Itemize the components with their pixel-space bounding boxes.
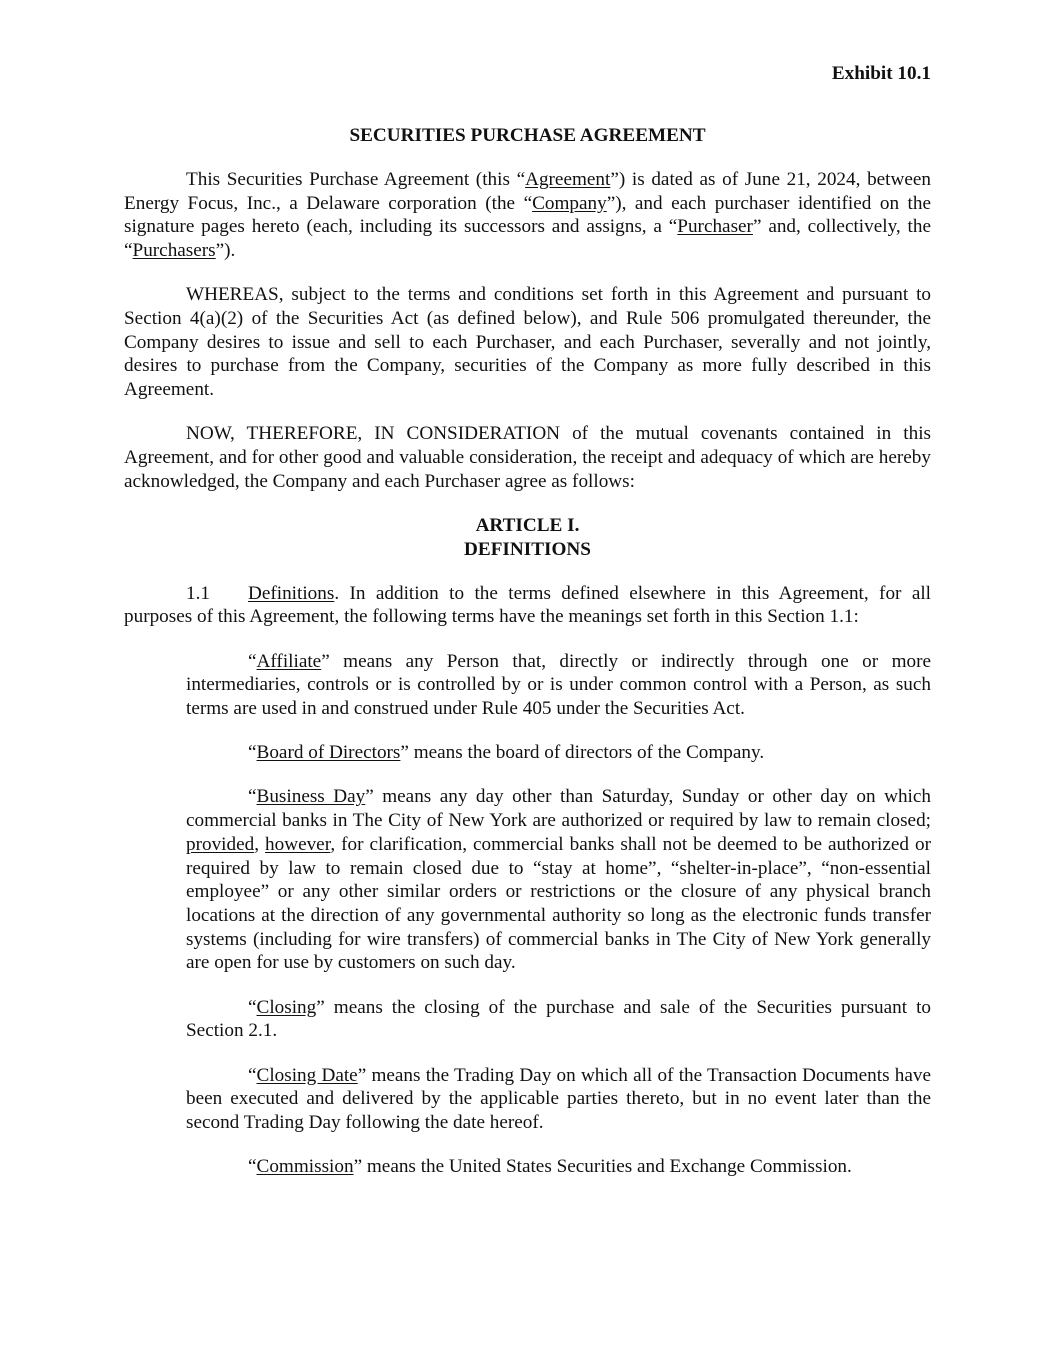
definition-board-of-directors bbox=[186, 741, 931, 765]
defined-term-agreement: Agreement bbox=[525, 168, 611, 190]
exhibit-label: Exhibit 10.1 bbox=[831, 63, 931, 84]
open-quote: “ bbox=[248, 1064, 257, 1086]
defined-term-affiliate: Affiliate bbox=[256, 650, 322, 672]
definition-board-text: ” means the board of directors of the Company. bbox=[400, 742, 765, 764]
section-heading: Definitions bbox=[248, 582, 335, 604]
section-number: 1.1 bbox=[186, 582, 210, 604]
defined-term-company: Company bbox=[532, 192, 607, 214]
open-quote: “ bbox=[248, 742, 257, 764]
definition-affiliate bbox=[186, 650, 931, 721]
definition-business-day-text-3: , for clarification, commercial banks shall not be deemed to be authorized or required by law to remain closed due to “stay at home”, “shelter-in-place”, “non-essential employee” or any other similar orders or restrictions or the closure of any physical branch locations at the direction of any governmental authority so long as the electronic funds transfer systems (including for wire transfers) of commercial banks in The City of New York generally are open for use by customers on such day. bbox=[186, 833, 932, 974]
definition-commission bbox=[186, 1155, 931, 1179]
intro-text-5: ”). bbox=[215, 240, 236, 262]
intro-text-1: This Securities Purchase Agreement (this “ bbox=[186, 168, 526, 190]
open-quote: “ bbox=[248, 1156, 257, 1178]
intro-text-2: ”) is dated as of June 21, 2024, between Energy Focus, Inc., a Delaware corporation (the “ bbox=[124, 168, 931, 214]
defined-term-board-of-directors: Board of Directors bbox=[256, 742, 401, 764]
defined-term-purchasers: Purchasers bbox=[132, 240, 216, 262]
section-1-1-paragraph bbox=[124, 582, 931, 629]
intro-text-3: ”), and each purchaser identified on the signature pages hereto (each, including its successors and assigns, a “ bbox=[124, 192, 931, 238]
article-number: ARTICLE I. bbox=[475, 514, 580, 536]
article-name: DEFINITIONS bbox=[464, 538, 591, 560]
definition-closing-date-text: ” means the Trading Day on which all of the Transaction Documents have been executed and delivered by the applicable parties thereto, but in no event later than the second Trading Day following the date hereof. bbox=[186, 1064, 931, 1133]
definition-business-day-text-2: , bbox=[254, 833, 266, 855]
definition-commission-text: ” means the United States Securities and Exchange Commission. bbox=[353, 1156, 852, 1178]
intro-paragraph bbox=[124, 168, 931, 263]
term-however: however bbox=[265, 833, 331, 855]
defined-term-purchaser: Purchaser bbox=[677, 216, 753, 238]
defined-term-business-day: Business Day bbox=[256, 786, 366, 808]
open-quote: “ bbox=[248, 650, 257, 672]
section-text: . In addition to the terms defined elsewhere in this Agreement, for all purposes of this Agreement, the following terms have the meanings set forth in this Section 1.1: bbox=[124, 582, 931, 628]
definition-business-day bbox=[186, 785, 931, 975]
term-provided: provided bbox=[186, 833, 255, 855]
defined-term-closing-date: Closing Date bbox=[256, 1064, 358, 1086]
definition-business-day-text-1: ” means any day other than Saturday, Sunday or other day on which commercial banks in The City of New York are authorized or required by law to remain closed; bbox=[186, 786, 931, 832]
definition-closing-date bbox=[186, 1064, 931, 1135]
document-title: SECURITIES PURCHASE AGREEMENT bbox=[349, 124, 706, 146]
open-quote: “ bbox=[248, 786, 257, 808]
defined-term-closing: Closing bbox=[256, 996, 317, 1018]
definition-closing-text: ” means the closing of the purchase and sale of the Securities pursuant to Section 2.1. bbox=[186, 996, 931, 1042]
now-therefore-paragraph: NOW, THEREFORE, IN CONSIDERATION of the mutual covenants contained in this Agreement, and for other good and valuable consideration, the receipt and adequacy of which are hereby acknowledged, the Company and each Purchaser agree as follows: bbox=[124, 423, 931, 492]
defined-term-commission: Commission bbox=[256, 1156, 354, 1178]
whereas-paragraph: WHEREAS, subject to the terms and conditions set forth in this Agreement and pursuant to Section 4(a)(2) of the Securities Act (as defined below), and Rule 506 promulgated thereunder, the Company desires to issue and sell to each Purchaser, and each Purchaser, severally and not jointly, desires to purchase from the Company, securities of the Company as more fully described in this Agreement. bbox=[124, 284, 931, 401]
intro-text-4: ” and, collectively, the “ bbox=[124, 216, 931, 262]
definition-closing bbox=[186, 996, 931, 1043]
document-page bbox=[124, 62, 931, 1179]
definition-affiliate-text: ” means any Person that, directly or indirectly through one or more intermediaries, controls or is controlled by or is under common control with a Person, as such terms are used in and construed under Rule 405 under the Securities Act. bbox=[186, 650, 931, 720]
article-heading bbox=[124, 514, 931, 561]
open-quote: “ bbox=[248, 996, 257, 1018]
